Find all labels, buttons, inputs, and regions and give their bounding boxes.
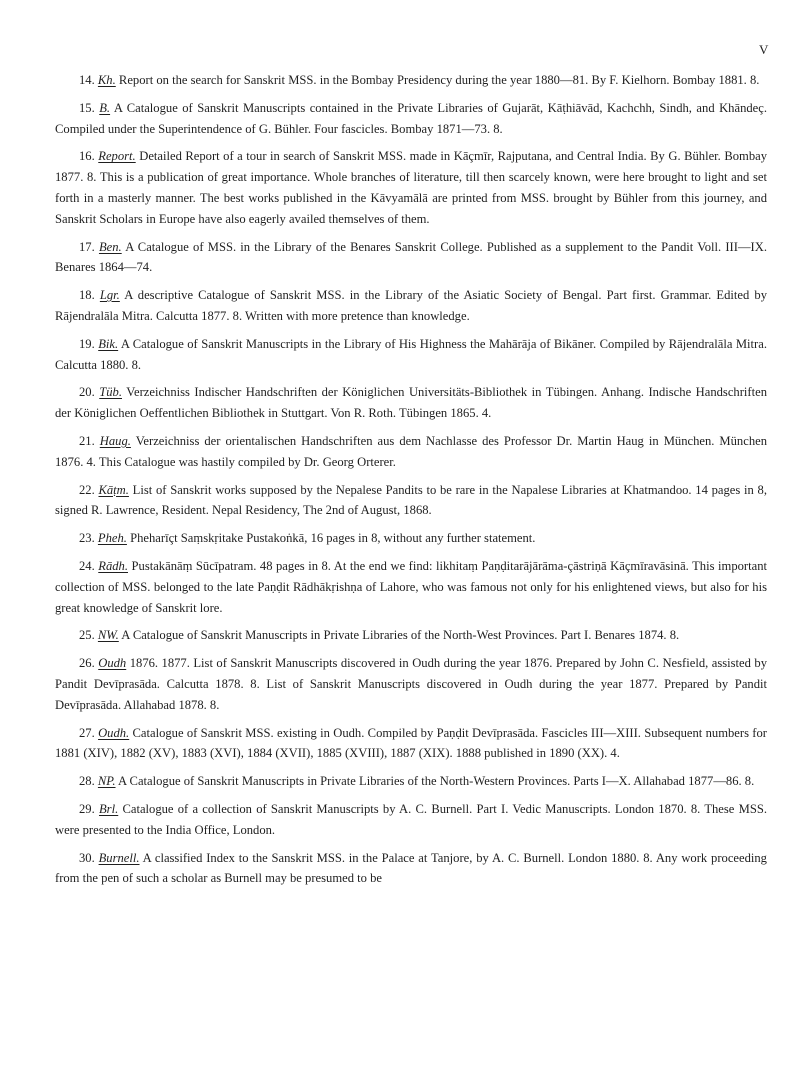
entry-abbreviation: Pheh. xyxy=(97,531,127,546)
entry-abbreviation: Lgr. xyxy=(99,288,120,303)
catalogue-entry xyxy=(55,653,767,715)
entry-number: 24. xyxy=(79,558,95,573)
entry-number: 22. xyxy=(79,482,95,497)
entry-number: 30. xyxy=(79,850,95,865)
catalogue-entry xyxy=(55,723,767,765)
catalogue-entry xyxy=(55,431,767,473)
entry-number: 26. xyxy=(79,656,95,671)
entry-number: 29. xyxy=(79,801,95,816)
entry-text: Pheharīçt Saṃskṛitake Pustakoṅkā, 16 pages in 8, without any further statement. xyxy=(130,531,536,546)
entry-abbreviation: Kh. xyxy=(97,73,116,87)
entry-abbreviation: Report. xyxy=(98,149,136,164)
entry-text: A classified Index to the Sanskrit MSS. in the Palace at Tanjore, by A. C. Burnell. London 1880. 8. Any work proceeding from the pen of such a scholar as Burnell may be presumed to be xyxy=(55,850,767,886)
catalogue-entry xyxy=(55,556,767,618)
entry-abbreviation: Bik. xyxy=(98,336,119,351)
entry-text: A Catalogue of MSS. in the Library of the Benares Sanskrit College. Published as a supplement to the Pandit Voll. III—IX. Benares 1864—74. xyxy=(55,239,767,275)
entry-abbreviation: Kāṭm. xyxy=(98,482,129,497)
catalogue-entry xyxy=(55,146,767,229)
entry-number: 27. xyxy=(79,725,95,740)
catalogue-entry-list xyxy=(55,70,767,896)
entry-number: 20. xyxy=(79,385,95,400)
catalogue-entry xyxy=(55,382,767,424)
entry-text: Detailed Report of a tour in search of Sanskrit MSS. made in Kāçmīr, Rajputana, and Central India. By G. Bühler. Bombay 1877. 8. This is a publication of great importance. Whole branches of literature, till then scarcely known, were here brought to light and set forth in a masterly manner. The best works published in the Kāvyamālā are printed from MSS. brought by Bühler from this journey, and Sanskrit Scholars in Europe have also eagerly availed themselves of them. xyxy=(55,149,768,226)
entry-text: 1876. 1877. List of Sanskrit Manuscripts discovered in Oudh during the year 1876. Prepared by John C. Nesfield, assisted by Pandit Devīprasāda. Calcutta 1878. 8. List of Sanskrit Manuscripts discovered in Oudh during the year 1877. Prepared by Pandit Devīprasāda. Allahabad 1878. 8. xyxy=(55,656,767,712)
entry-number: 17. xyxy=(79,239,95,254)
entry-text: Pustakānāṃ Sūcīpatram. 48 pages in 8. At the end we find: likhitaṃ Paṇḍitarājārāma-çāstriṇā Kāçmīravāsinā. This important collection of MSS. belonged to the late Paṇḍit Rādhākṛishṇa of Lahore, who was famous not only for his enlightened views, but also for his great knowledge of Sanskrit lore. xyxy=(55,558,767,615)
catalogue-entry xyxy=(55,528,767,549)
entry-number: 16. xyxy=(79,149,95,164)
entry-text: A Catalogue of Sanskrit Manuscripts in Private Libraries of the North-West Provinces. Part I. Benares 1874. 8. xyxy=(121,628,680,643)
catalogue-entry xyxy=(55,285,767,327)
catalogue-entry xyxy=(55,70,767,91)
catalogue-entry xyxy=(55,237,767,279)
entry-text: A Catalogue of Sanskrit Manuscripts in Private Libraries of the North-Western Provinces. Parts I—X. Allahabad 1877—86. 8. xyxy=(118,774,755,789)
entry-text: Report on the search for Sanskrit MSS. in the Bombay Presidency during the year 1880—81. By F. Kielhorn. Bombay 1881. 8. xyxy=(118,73,760,87)
entry-number: 28. xyxy=(79,774,95,789)
catalogue-entry xyxy=(55,848,767,890)
entry-number: 14. xyxy=(79,73,95,87)
entry-abbreviation: NW. xyxy=(97,628,119,643)
entry-number: 18. xyxy=(79,288,95,303)
entry-abbreviation: Oudh xyxy=(98,656,127,671)
entry-text: Verzeichniss der orientalischen Handschriften aus dem Nachlasse des Professor Dr. Martin Haug in München. München 1876. 4. This Catalogue was hastily compiled by Dr. Georg Orterer. xyxy=(55,433,767,469)
catalogue-entry xyxy=(55,334,767,376)
entry-abbreviation: B. xyxy=(99,100,111,115)
entry-text: A descriptive Catalogue of Sanskrit MSS. in the Library of the Asiatic Society of Bengal. Part first. Grammar. Edited by Rājendralāla Mitra. Calcutta 1877. 8. Written with more pretence than knowledge. xyxy=(55,288,767,323)
entry-number: 19. xyxy=(79,336,95,351)
entry-text: Verzeichniss Indischer Handschriften der Königlichen Universitäts-Bibliothek in Tübingen. Anhang. Indische Handschriften der Königlichen Oeffentlichen Bibliothek in Stuttgart. Von R. Roth. Tübingen 1865. 4. xyxy=(55,385,767,421)
catalogue-entry xyxy=(55,625,767,646)
entry-number: 21. xyxy=(79,433,95,448)
entry-abbreviation: Rādh. xyxy=(98,558,128,573)
entry-text: A Catalogue of Sanskrit Manuscripts contained in the Private Libraries of Gujarāt, Kāṭhiāvād, Kachchh, Sindh, and Khāndeç. Compiled under the Superintendence of G. Bühler. Four fascicles. Bombay 1871—73. 8. xyxy=(55,100,767,136)
entry-abbreviation: Tüb. xyxy=(99,385,122,400)
entry-abbreviation: NP. xyxy=(97,774,116,789)
catalogue-entry xyxy=(55,771,767,792)
entry-number: 23. xyxy=(79,531,95,546)
entry-abbreviation: Oudh. xyxy=(98,725,130,740)
entry-text: Catalogue of a collection of Sanskrit Manuscripts by A. C. Burnell. Part I. Vedic Manuscripts. London 1870. 8. These MSS. were presented to the India Office, London. xyxy=(55,801,767,837)
entry-abbreviation: Haug. xyxy=(99,433,131,448)
entry-abbreviation: Burnell. xyxy=(98,850,140,865)
entry-number: 25. xyxy=(79,628,95,643)
entry-abbreviation: Brl. xyxy=(98,801,119,816)
catalogue-entry xyxy=(55,98,767,140)
page-number: V xyxy=(759,42,769,57)
entry-text: List of Sanskrit works supposed by the Nepalese Pandits to be rare in the Napalese Libraries at Khatmandoo. 14 pages in 8, signed R. Lawrence, Resident. Nepal Residency, The 2nd of August, 1868. xyxy=(55,482,767,518)
entry-text: Catalogue of Sanskrit MSS. existing in Oudh. Compiled by Paṇḍit Devīprasāda. Fascicles III—XIII. Subsequent numbers for 1881 (XIV), 1882 (XV), 1883 (XVI), 1884 (XVII), 1885 (XVIII), 1887 (XIX). 1888 published in 1890 (XX). 4. xyxy=(55,725,767,761)
catalogue-entry xyxy=(55,799,767,841)
entry-abbreviation: Ben. xyxy=(98,239,122,254)
entry-number: 15. xyxy=(79,100,95,115)
catalogue-entry xyxy=(55,480,767,522)
entry-text: A Catalogue of Sanskrit Manuscripts in the Library of His Highness the Mahārāja of Bikāner. Compiled by Rājendralāla Mitra. Calcutta 1880. 8. xyxy=(55,336,767,372)
